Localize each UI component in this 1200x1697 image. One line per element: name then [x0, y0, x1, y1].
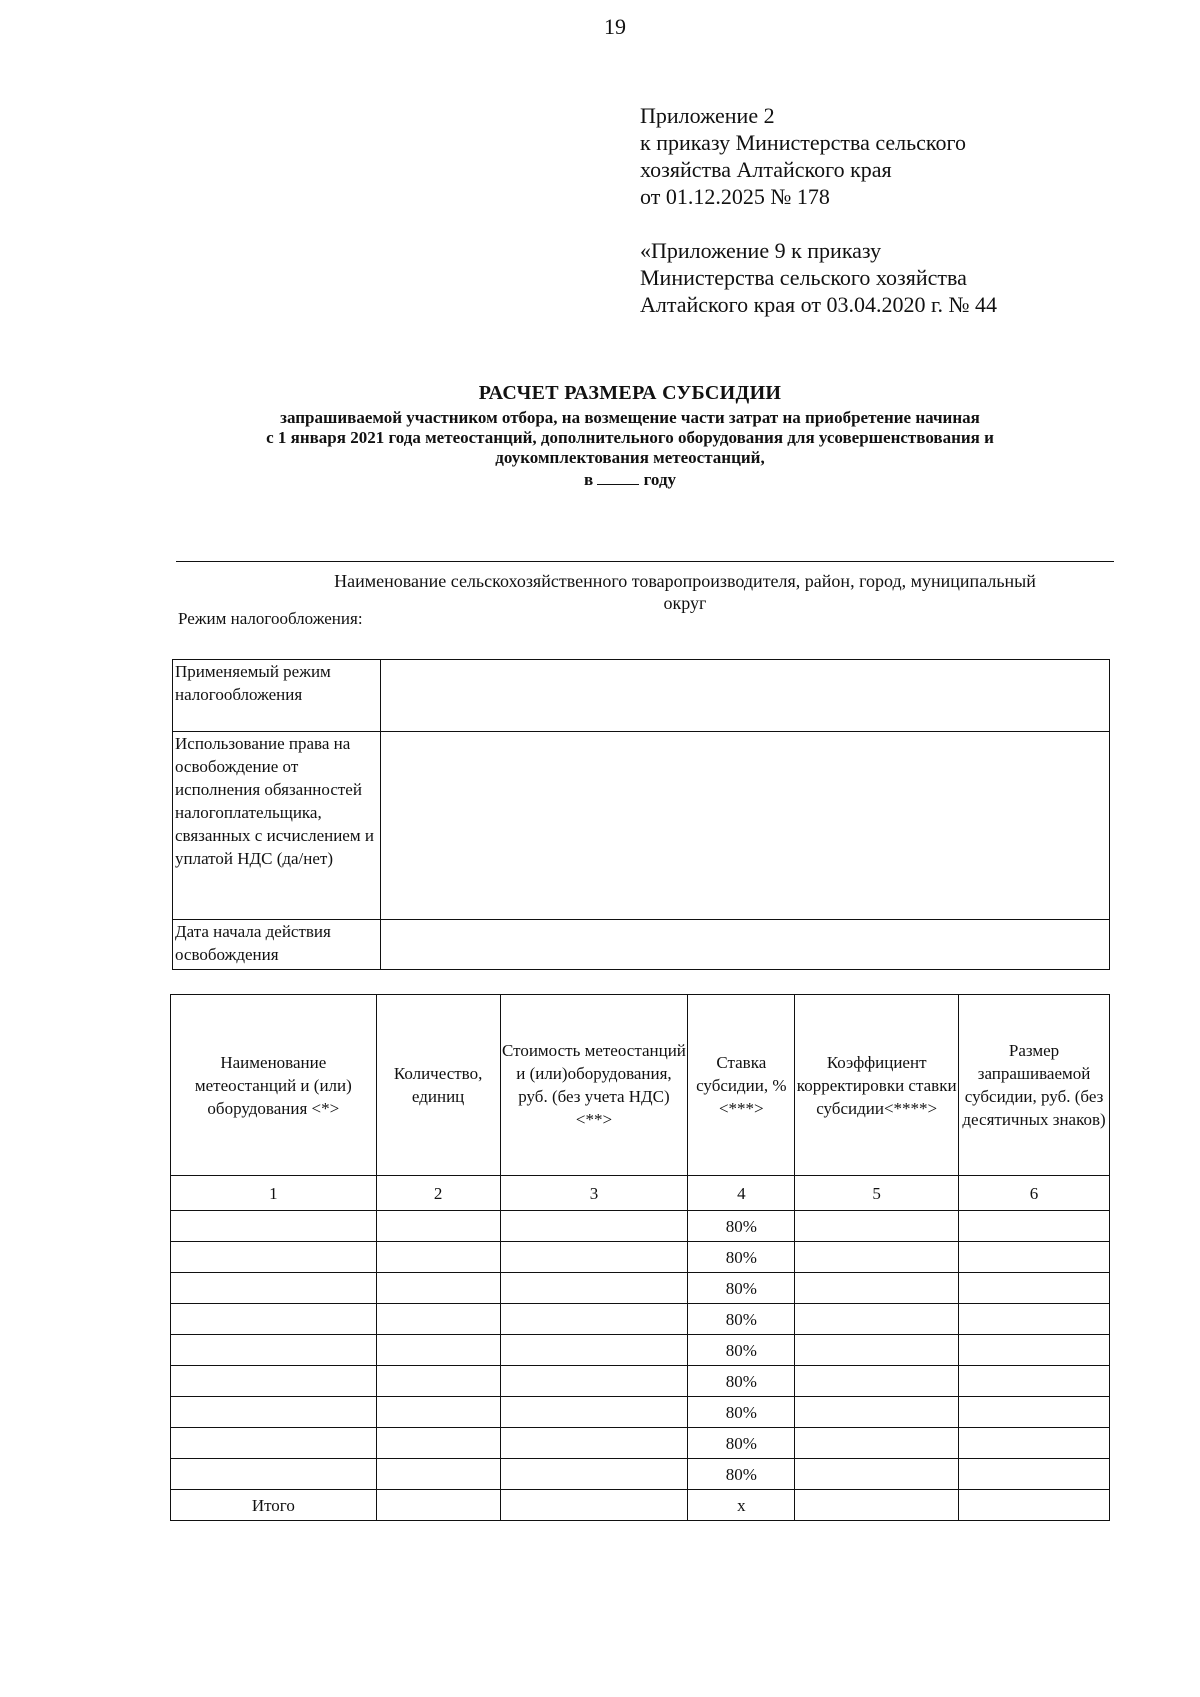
cell: [376, 1366, 500, 1397]
cell: [959, 1273, 1110, 1304]
cell: [376, 1242, 500, 1273]
column-number: 4: [688, 1176, 795, 1211]
column-number: 2: [376, 1176, 500, 1211]
table-row: [171, 1459, 1110, 1490]
rate-cell: 80%: [688, 1366, 795, 1397]
cell: [959, 1366, 1110, 1397]
cell: [171, 1366, 377, 1397]
cell: [500, 1397, 688, 1428]
rate-cell: 80%: [688, 1273, 795, 1304]
cell: [795, 1335, 959, 1366]
cell: [959, 1242, 1110, 1273]
year-suffix: году: [643, 470, 677, 489]
table-row: [171, 1335, 1110, 1366]
producer-label: [260, 570, 1110, 614]
cell: [376, 1490, 500, 1521]
cell: [376, 1211, 500, 1242]
column-numbers-row: [171, 1176, 1110, 1211]
page-number: 19: [604, 14, 626, 39]
rate-cell: 80%: [688, 1242, 795, 1273]
header-rate: Ставка субсидии, %<***>: [688, 995, 795, 1176]
column-number: 3: [500, 1176, 688, 1211]
cell: [959, 1335, 1110, 1366]
table-row: [171, 1397, 1110, 1428]
rate-cell: 80%: [688, 1428, 795, 1459]
table-row: [171, 1304, 1110, 1335]
table-header-row: [171, 995, 1110, 1176]
column-number: 1: [171, 1176, 377, 1211]
title-sub-line: запрашиваемой участником отбора, на возмещение части затрат на приобретение начиная: [280, 408, 980, 427]
vat-exemption-value: [381, 732, 1110, 920]
exemption-date-label: Дата начала действия освобождения: [173, 920, 381, 970]
cell: [795, 1211, 959, 1242]
cell: [795, 1366, 959, 1397]
cell: [171, 1242, 377, 1273]
cell: [959, 1428, 1110, 1459]
appendix-line: к приказу Министерства сельского: [640, 130, 966, 155]
column-number: 5: [795, 1176, 959, 1211]
title-main: РАСЧЕТ РАЗМЕРА СУБСИДИИ: [478, 382, 782, 404]
producer-name-line: [176, 561, 1114, 562]
original-appendix-line: «Приложение 9 к приказу: [640, 238, 882, 263]
header-subsidy-amount: Размер запрашиваемой субсидии, руб. (без десятичных знаков): [959, 995, 1110, 1176]
cell: [795, 1304, 959, 1335]
exemption-date-value: [381, 920, 1110, 970]
cell: [795, 1490, 959, 1521]
cell: [171, 1428, 377, 1459]
subsidy-calculation-table: [170, 994, 1110, 1521]
cell: [959, 1211, 1110, 1242]
table-row: [171, 1242, 1110, 1273]
cell: [795, 1397, 959, 1428]
year-blank: [597, 470, 639, 485]
title-year: [180, 470, 1080, 490]
cell: [376, 1335, 500, 1366]
cell: [376, 1459, 500, 1490]
appendix-line: Приложение 2: [640, 103, 775, 128]
cell: [171, 1397, 377, 1428]
producer-label-line: округ: [663, 593, 707, 613]
cell: [795, 1242, 959, 1273]
cell: [376, 1273, 500, 1304]
table-row: [173, 732, 1110, 920]
cell: [500, 1459, 688, 1490]
total-rate-cell: x: [688, 1490, 795, 1521]
cell: [500, 1273, 688, 1304]
table-row: [171, 1428, 1110, 1459]
tax-regime-value: [381, 660, 1110, 732]
cell: [376, 1397, 500, 1428]
appendix-line: хозяйства Алтайского края: [640, 157, 892, 182]
producer-label-line: Наименование сельскохозяйственного товаропроизводителя, район, город, муниципальный: [334, 571, 1036, 591]
table-row: [171, 1211, 1110, 1242]
cell: [376, 1428, 500, 1459]
cell: [171, 1273, 377, 1304]
cell: [959, 1304, 1110, 1335]
appendix-header: [640, 102, 997, 318]
column-number: 6: [959, 1176, 1110, 1211]
cell: [376, 1304, 500, 1335]
header-cost: Стоимость метеостанций и (или)оборудования, руб. (без учета НДС) <**>: [500, 995, 688, 1176]
tax-regime-table: [172, 659, 1110, 970]
cell: [500, 1335, 688, 1366]
title-sub-line: с 1 января 2021 года метеостанций, дополнительного оборудования для усовершенствования и: [266, 428, 994, 447]
cell: [171, 1335, 377, 1366]
year-prefix: в: [583, 470, 594, 489]
vat-exemption-label: Использование права на освобождение от исполнения обязанностей налогоплательщика, связанных с исчислением и уплатой НДС (да/нет): [173, 732, 381, 920]
rate-cell: 80%: [688, 1335, 795, 1366]
tax-regime-label: Применяемый режим налогообложения: [173, 660, 381, 732]
header-coefficient: Коэффициент корректировки ставки субсидии<****>: [795, 995, 959, 1176]
table-row: [173, 920, 1110, 970]
document-title: [180, 382, 1080, 490]
cell: [795, 1459, 959, 1490]
cell: [500, 1490, 688, 1521]
cell: [500, 1242, 688, 1273]
title-sub-line: доукомплектования метеостанций,: [495, 448, 765, 467]
total-row: [171, 1490, 1110, 1521]
total-label: Итого: [171, 1490, 377, 1521]
cell: [500, 1211, 688, 1242]
cell: [171, 1211, 377, 1242]
cell: [795, 1428, 959, 1459]
table-row: [171, 1366, 1110, 1397]
rate-cell: 80%: [688, 1459, 795, 1490]
cell: [171, 1459, 377, 1490]
table-row: [173, 660, 1110, 732]
original-appendix-line: Алтайского края от 03.04.2020 г. № 44: [640, 292, 998, 317]
original-appendix-line: Министерства сельского хозяйства: [640, 265, 967, 290]
rate-cell: 80%: [688, 1211, 795, 1242]
cell: [959, 1397, 1110, 1428]
rate-cell: 80%: [688, 1397, 795, 1428]
cell: [500, 1428, 688, 1459]
cell: [959, 1490, 1110, 1521]
appendix-line: от 01.12.2025 № 178: [640, 184, 830, 209]
tax-regime-title: Режим налогообложения:: [178, 609, 363, 628]
cell: [959, 1459, 1110, 1490]
header-quantity: Количество, единиц: [376, 995, 500, 1176]
cell: [795, 1273, 959, 1304]
cell: [500, 1304, 688, 1335]
table-row: [171, 1273, 1110, 1304]
cell: [500, 1366, 688, 1397]
cell: [171, 1304, 377, 1335]
rate-cell: 80%: [688, 1304, 795, 1335]
header-equipment-name: Наименование метеостанций и (или) оборудования <*>: [171, 995, 377, 1176]
